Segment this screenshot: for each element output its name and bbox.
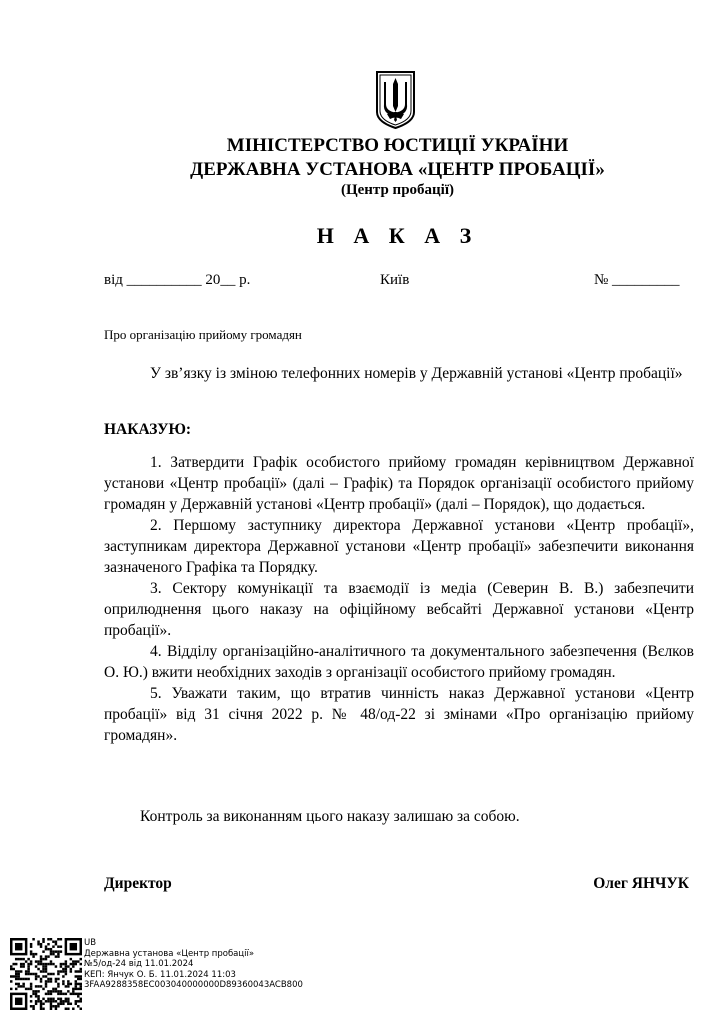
- order-item-1: 1. Затвердити Графік особистого прийому громадян керівництвом Державної установи «Центр пробації» (далі – Графік) та Порядок організації особистого прийому громадян у Державній установі «Центр пробації» (далі – Порядок), що додається.: [104, 454, 694, 513]
- qr-code-icon: [10, 938, 82, 1010]
- stamp-line: 3FAA9288358EC003040000000D89360043ACB800: [84, 980, 303, 990]
- document-title: Н А К А З: [316, 223, 479, 248]
- trident-emblem-icon: [373, 70, 418, 130]
- order-subject: Про організацію прийому громадян: [104, 327, 302, 342]
- ministry-name: МІНІСТЕРСТВО ЮСТИЦІЇ УКРАЇНИ: [226, 135, 569, 156]
- order-keyword: НАКАЗУЮ:: [104, 421, 192, 438]
- order-item-5: 5. Уважати таким, що втратив чинність наказ Державної установи «Центр пробації» від 31 січня 2022 р. № 48/од-22 зі змінами «Про організацію прийому громадян».: [104, 685, 694, 744]
- e-signature-stamp: [84, 938, 303, 991]
- institution-name: ДЕРЖАВНА УСТАНОВА «ЦЕНТР ПРОБАЦІЇ»: [190, 159, 605, 180]
- stamp-line: Державна установа «Центр пробації»: [84, 948, 255, 959]
- order-item-3: 3. Сектору комунікації та взаємодії із медіа (Северин В. В.) забезпечити оприлюднення цього наказу на офіційному вебсайті Державної установи «Центр пробації».: [104, 580, 694, 639]
- order-city: Київ: [380, 272, 410, 288]
- control-statement: Контроль за виконанням цього наказу залишаю за собою.: [140, 808, 520, 825]
- stamp-line: КЕП: Янчук О. Б. 11.01.2024 11:03: [84, 969, 236, 980]
- institution-short-name: (Центр пробації): [340, 182, 455, 198]
- stamp-line: UB: [84, 938, 97, 948]
- order-item-4: 4. Відділу організаційно-аналітичного та документального забезпечення (Вєлков О. Ю.) вжити необхідних заходів з організації особистого прийому громадян.: [104, 643, 694, 681]
- order-items: [104, 452, 694, 746]
- intro-paragraph: У зв’язку із зміною телефонних номерів у Державній установі «Центр пробації»: [150, 365, 683, 382]
- signatory-role: Директор: [104, 875, 172, 892]
- order-item-2: 2. Першому заступнику директора Державної установи «Центр пробації», заступникам директора Державної установи «Центр пробації» забезпечити виконання зазначеного Графіка та Порядку.: [104, 517, 694, 576]
- signatory-name: Олег ЯНЧУК: [593, 875, 689, 892]
- order-number: № _________: [594, 272, 680, 288]
- order-date: від __________ 20__ р.: [104, 272, 251, 288]
- stamp-line: №5/од-24 від 11.01.2024: [84, 959, 194, 969]
